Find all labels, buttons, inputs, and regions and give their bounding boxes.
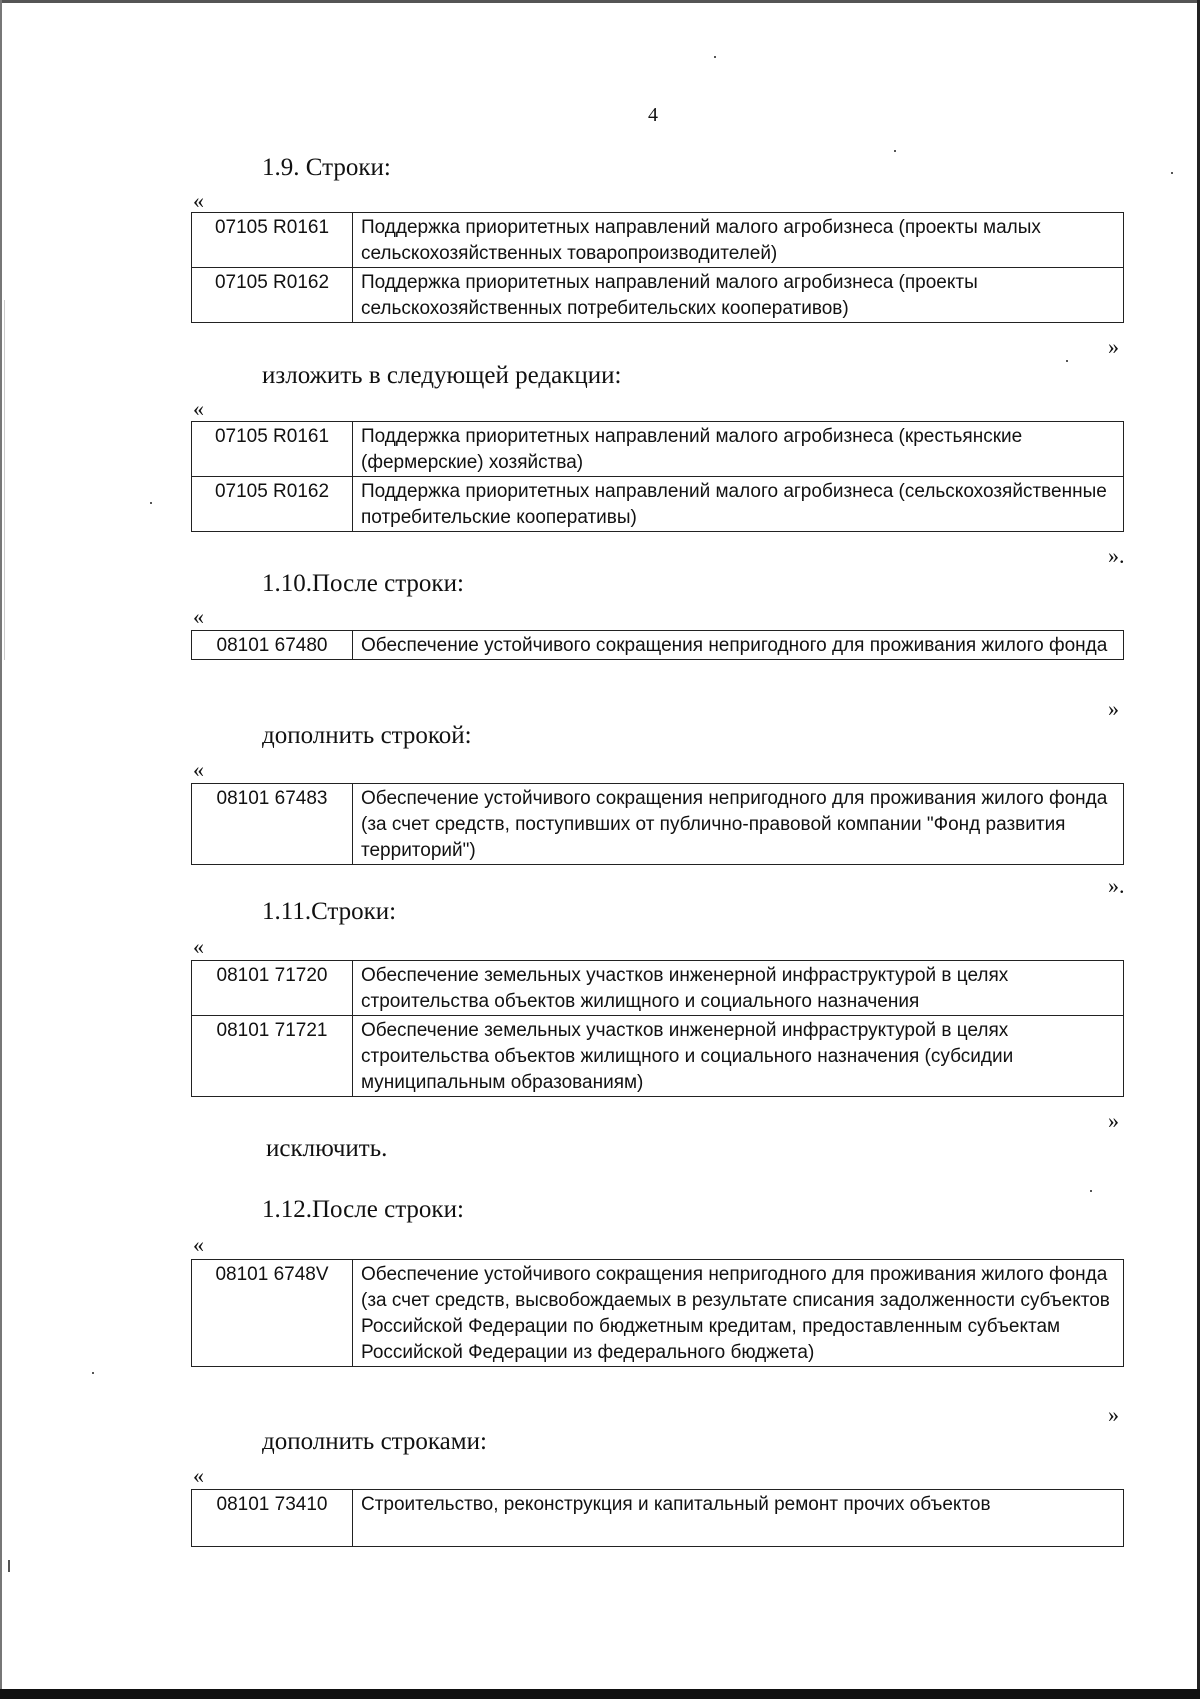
- section-heading: 1.10.После строки:: [262, 570, 464, 597]
- page-number: 4: [648, 104, 658, 126]
- code-table: [191, 630, 1124, 660]
- table-row: [192, 268, 1124, 323]
- row-code: 07105 R0161: [192, 422, 353, 477]
- row-code: 08101 73410: [192, 1490, 353, 1547]
- open-quote: «: [193, 188, 204, 213]
- row-description: Поддержка приоритетных направлений малого агробизнеса (сельскохозяйственные потребительские кооперативы): [353, 477, 1124, 532]
- open-quote: «: [193, 396, 204, 421]
- open-quote: «: [193, 1232, 204, 1257]
- open-quote: «: [193, 1463, 204, 1488]
- close-quote: ».: [1108, 543, 1125, 568]
- scan-speck: [8, 1560, 10, 1572]
- scan-speck: [1090, 1190, 1092, 1192]
- close-quote: ».: [1108, 873, 1125, 898]
- section-heading: исключить.: [266, 1135, 388, 1162]
- scan-border-bottom: [0, 1689, 1200, 1699]
- row-code: 07105 R0162: [192, 477, 353, 532]
- table-row: [192, 1260, 1124, 1367]
- open-quote: «: [193, 604, 204, 629]
- section-heading: 1.9. Строки:: [262, 154, 391, 181]
- row-code: 07105 R0162: [192, 268, 353, 323]
- code-table: [191, 1489, 1124, 1547]
- scan-speck: [1066, 360, 1068, 362]
- section-heading: изложить в следующей редакции:: [262, 362, 622, 389]
- table-row: [192, 784, 1124, 865]
- scan-border-left: [0, 0, 2, 1699]
- code-table: [191, 960, 1124, 1097]
- scan-artifact: [4, 300, 5, 660]
- section-heading: 1.11.Строки:: [262, 898, 397, 925]
- row-code: 08101 71720: [192, 961, 353, 1016]
- row-description: Поддержка приоритетных направлений малого агробизнеса (проекты малых сельскохозяйственных товаропроизводителей): [353, 213, 1124, 268]
- section-heading: дополнить строками:: [262, 1428, 487, 1455]
- code-table: [191, 212, 1124, 323]
- table-row: [192, 477, 1124, 532]
- row-description: Обеспечение земельных участков инженерной инфраструктурой в целях строительства объектов жилищного и социального назначения: [353, 961, 1124, 1016]
- table-row: [192, 961, 1124, 1016]
- table-row: [192, 422, 1124, 477]
- row-code: 08101 6748V: [192, 1260, 353, 1367]
- row-code: 08101 67480: [192, 631, 353, 660]
- row-code: 08101 71721: [192, 1016, 353, 1097]
- close-quote: »: [1108, 1108, 1119, 1133]
- row-description: Обеспечение устойчивого сокращения непригодного для проживания жилого фонда: [353, 631, 1124, 660]
- section-heading: дополнить строкой:: [262, 722, 472, 749]
- table-row: [192, 631, 1124, 660]
- row-description: Обеспечение устойчивого сокращения непригодного для проживания жилого фонда (за счет средств, поступивших от публично-правовой компании "Фонд развития территорий"): [353, 784, 1124, 865]
- scan-speck: [714, 56, 716, 58]
- scan-speck: [150, 502, 152, 504]
- scan-speck: [1171, 172, 1173, 174]
- close-quote: »: [1108, 1402, 1119, 1427]
- scan-speck: [894, 150, 896, 152]
- row-description: Обеспечение устойчивого сокращения непригодного для проживания жилого фонда (за счет средств, высвобождаемых в результате списания задолженности субъектов Российской Федерации по бюджетным кредитам, предоставленным субъектам Российской Федерации из федерального бюджета): [353, 1260, 1124, 1367]
- row-code: 08101 67483: [192, 784, 353, 865]
- open-quote: «: [193, 934, 204, 959]
- code-table: [191, 421, 1124, 532]
- table-row: [192, 213, 1124, 268]
- table-row: [192, 1016, 1124, 1097]
- scan-speck: [92, 1372, 94, 1374]
- close-quote: »: [1108, 334, 1119, 359]
- row-description: Строительство, реконструкция и капитальный ремонт прочих объектов: [353, 1490, 1124, 1547]
- code-table: [191, 1259, 1124, 1367]
- row-description: Поддержка приоритетных направлений малого агробизнеса (проекты сельскохозяйственных потребительских кооперативов): [353, 268, 1124, 323]
- open-quote: «: [193, 757, 204, 782]
- row-description: Поддержка приоритетных направлений малого агробизнеса (крестьянские (фермерские) хозяйства): [353, 422, 1124, 477]
- section-heading: 1.12.После строки:: [262, 1196, 464, 1223]
- code-table: [191, 783, 1124, 865]
- close-quote: »: [1108, 696, 1119, 721]
- row-description: Обеспечение земельных участков инженерной инфраструктурой в целях строительства объектов жилищного и социального назначения (субсидии муниципальным образованиям): [353, 1016, 1124, 1097]
- scan-border-top: [0, 0, 1200, 3]
- table-row: [192, 1490, 1124, 1547]
- row-code: 07105 R0161: [192, 213, 353, 268]
